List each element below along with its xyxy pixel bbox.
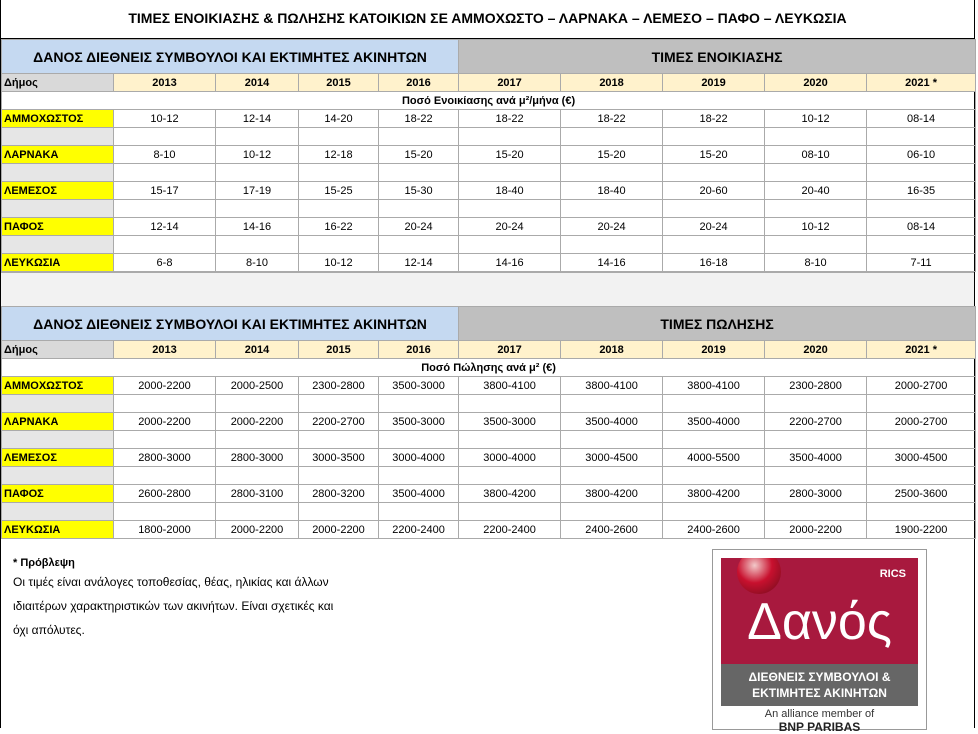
empty-cell[interactable] bbox=[867, 200, 976, 218]
unit-row bbox=[2, 359, 976, 377]
year-header: 2021 * bbox=[867, 74, 976, 92]
value-cell[interactable]: 14-16 bbox=[216, 218, 299, 236]
empty-cell[interactable] bbox=[459, 236, 561, 254]
value-cell[interactable]: 16-35 bbox=[867, 182, 976, 200]
value-cell[interactable]: 3500-3000 bbox=[379, 413, 459, 431]
empty-cell[interactable] bbox=[459, 503, 561, 521]
value-cell[interactable]: 18-22 bbox=[459, 110, 561, 128]
empty-cell[interactable] bbox=[379, 164, 459, 182]
value-cell[interactable]: 12-14 bbox=[114, 218, 216, 236]
empty-cell[interactable] bbox=[561, 431, 663, 449]
value-cell[interactable]: 4000-5500 bbox=[663, 449, 765, 467]
empty-cell[interactable] bbox=[765, 164, 867, 182]
spacer-row bbox=[2, 467, 976, 485]
empty-cell[interactable] bbox=[561, 503, 663, 521]
bnp-paribas-text: BNP PARIBAS bbox=[778, 720, 861, 734]
value-cell[interactable]: 2000-2500 bbox=[216, 377, 299, 395]
empty-cell[interactable] bbox=[765, 128, 867, 146]
year-header: 2017 bbox=[459, 74, 561, 92]
year-header: 2015 bbox=[299, 74, 379, 92]
spacer-row bbox=[2, 503, 976, 521]
value-cell[interactable]: 12-14 bbox=[379, 254, 459, 272]
value-cell[interactable]: 2000-2200 bbox=[114, 413, 216, 431]
value-cell[interactable]: 20-24 bbox=[663, 218, 765, 236]
empty-cell[interactable] bbox=[765, 503, 867, 521]
section-title: ΤΙΜΕΣ ΕΝΟΙΚΙΑΣΗΣ bbox=[459, 40, 976, 74]
year-header: 2013 bbox=[114, 341, 216, 359]
empty-cell[interactable] bbox=[299, 128, 379, 146]
empty-cell[interactable] bbox=[379, 236, 459, 254]
value-cell[interactable]: 2000-2700 bbox=[867, 377, 976, 395]
value-cell[interactable]: 2800-3000 bbox=[114, 449, 216, 467]
empty-cell[interactable] bbox=[114, 164, 216, 182]
value-cell[interactable]: 18-40 bbox=[459, 182, 561, 200]
empty-cell[interactable] bbox=[2, 236, 114, 254]
sale-table bbox=[1, 306, 976, 539]
empty-cell[interactable] bbox=[379, 467, 459, 485]
value-cell[interactable]: 7-11 bbox=[867, 254, 976, 272]
empty-cell[interactable] bbox=[299, 503, 379, 521]
year-header: 2014 bbox=[216, 341, 299, 359]
empty-cell[interactable] bbox=[663, 200, 765, 218]
value-cell[interactable]: 20-24 bbox=[379, 218, 459, 236]
value-cell[interactable]: 15-25 bbox=[299, 182, 379, 200]
empty-cell[interactable] bbox=[114, 236, 216, 254]
value-cell[interactable]: 2800-3000 bbox=[216, 449, 299, 467]
year-header: 2019 bbox=[663, 341, 765, 359]
section-title: ΤΙΜΕΣ ΠΩΛΗΣΗΣ bbox=[459, 307, 976, 341]
value-cell[interactable]: 18-22 bbox=[663, 110, 765, 128]
empty-cell[interactable] bbox=[561, 236, 663, 254]
rics-mark: RICS bbox=[879, 568, 906, 580]
year-header: 2016 bbox=[379, 74, 459, 92]
empty-cell[interactable] bbox=[459, 128, 561, 146]
empty-cell[interactable] bbox=[459, 467, 561, 485]
empty-cell[interactable] bbox=[2, 503, 114, 521]
value-cell[interactable]: 20-60 bbox=[663, 182, 765, 200]
table-row bbox=[2, 521, 976, 539]
empty-cell[interactable] bbox=[765, 467, 867, 485]
city-cell[interactable]: ΠΑΦΟΣ bbox=[2, 485, 114, 503]
table-row bbox=[2, 218, 976, 236]
empty-cell[interactable] bbox=[379, 431, 459, 449]
value-cell[interactable]: 08-10 bbox=[765, 146, 867, 164]
value-cell[interactable]: 15-20 bbox=[663, 146, 765, 164]
value-cell[interactable]: 10-12 bbox=[765, 110, 867, 128]
year-header: 2015 bbox=[299, 341, 379, 359]
empty-cell[interactable] bbox=[867, 503, 976, 521]
empty-cell[interactable] bbox=[867, 467, 976, 485]
value-cell[interactable]: 2000-2200 bbox=[299, 521, 379, 539]
empty-cell[interactable] bbox=[663, 395, 765, 413]
empty-cell[interactable] bbox=[2, 431, 114, 449]
value-cell[interactable]: 3500-4000 bbox=[379, 485, 459, 503]
empty-cell[interactable] bbox=[2, 395, 114, 413]
footnote bbox=[13, 556, 333, 642]
table-row bbox=[2, 413, 976, 431]
rent-table bbox=[1, 39, 976, 272]
dimos-header: Δήμος bbox=[2, 74, 114, 92]
value-cell[interactable]: 2800-3200 bbox=[299, 485, 379, 503]
value-cell[interactable]: 3800-4200 bbox=[663, 485, 765, 503]
value-cell[interactable]: 18-40 bbox=[561, 182, 663, 200]
empty-cell[interactable] bbox=[216, 431, 299, 449]
year-header: 2020 bbox=[765, 74, 867, 92]
empty-cell[interactable] bbox=[216, 164, 299, 182]
spacer-row bbox=[2, 128, 976, 146]
empty-cell[interactable] bbox=[867, 236, 976, 254]
value-cell[interactable]: 3500-4000 bbox=[561, 413, 663, 431]
city-cell[interactable]: ΑΜΜΟΧΩΣΤΟΣ bbox=[2, 377, 114, 395]
empty-cell[interactable] bbox=[379, 395, 459, 413]
empty-cell[interactable] bbox=[299, 236, 379, 254]
empty-cell[interactable] bbox=[765, 236, 867, 254]
empty-cell[interactable] bbox=[765, 395, 867, 413]
city-cell[interactable]: ΛΑΡΝΑΚΑ bbox=[2, 146, 114, 164]
value-cell[interactable]: 2800-3100 bbox=[216, 485, 299, 503]
empty-cell[interactable] bbox=[867, 128, 976, 146]
empty-cell[interactable] bbox=[2, 128, 114, 146]
city-cell[interactable]: ΑΜΜΟΧΩΣΤΟΣ bbox=[2, 110, 114, 128]
empty-cell[interactable] bbox=[459, 164, 561, 182]
section-header-row bbox=[2, 307, 976, 341]
year-header: 2017 bbox=[459, 341, 561, 359]
value-cell[interactable]: 10-12 bbox=[114, 110, 216, 128]
dimos-header: Δήμος bbox=[2, 341, 114, 359]
year-header: 2016 bbox=[379, 341, 459, 359]
value-cell[interactable]: 15-20 bbox=[459, 146, 561, 164]
value-cell[interactable]: 3500-4000 bbox=[765, 449, 867, 467]
empty-cell[interactable] bbox=[561, 467, 663, 485]
value-cell[interactable]: 1900-2200 bbox=[867, 521, 976, 539]
empty-cell[interactable] bbox=[663, 431, 765, 449]
value-cell[interactable]: 2000-2200 bbox=[765, 521, 867, 539]
value-cell[interactable]: 2000-2700 bbox=[867, 413, 976, 431]
city-cell[interactable]: ΛΕΜΕΣΟΣ bbox=[2, 182, 114, 200]
value-cell[interactable]: 15-30 bbox=[379, 182, 459, 200]
logo-red-panel bbox=[721, 558, 918, 664]
empty-cell[interactable] bbox=[299, 467, 379, 485]
empty-cell[interactable] bbox=[299, 431, 379, 449]
unit-label: Ποσό Πώλησης ανά μ² (€) bbox=[2, 359, 976, 377]
table-row bbox=[2, 110, 976, 128]
empty-cell[interactable] bbox=[561, 200, 663, 218]
value-cell[interactable]: 8-10 bbox=[114, 146, 216, 164]
city-cell[interactable]: ΠΑΦΟΣ bbox=[2, 218, 114, 236]
logo-subtitle bbox=[721, 664, 918, 706]
year-header: 2020 bbox=[765, 341, 867, 359]
sphere-icon bbox=[737, 558, 781, 594]
empty-cell[interactable] bbox=[216, 200, 299, 218]
spacer-row bbox=[2, 395, 976, 413]
unit-row bbox=[2, 92, 976, 110]
empty-cell[interactable] bbox=[114, 395, 216, 413]
value-cell[interactable]: 1800-2000 bbox=[114, 521, 216, 539]
year-header: 2021 * bbox=[867, 341, 976, 359]
value-cell[interactable]: 17-19 bbox=[216, 182, 299, 200]
value-cell[interactable]: 3000-3500 bbox=[299, 449, 379, 467]
page-title: ΤΙΜΕΣ ΕΝΟΙΚΙΑΣΗΣ & ΠΩΛΗΣΗΣ ΚΑΤΟΙΚΙΩΝ ΣΕ ΑΜΜΟΧΩΣΤΟ – ΛΑΡΝΑΚΑ – ΛΕΜΕΣΟ – ΠΑΦΟ – ΛΕΥΚΩΣΙΑ bbox=[128, 10, 847, 26]
empty-cell[interactable] bbox=[2, 200, 114, 218]
danos-logo bbox=[712, 549, 927, 734]
year-header: 2018 bbox=[561, 74, 663, 92]
value-cell[interactable]: 2000-2200 bbox=[114, 377, 216, 395]
empty-cell[interactable] bbox=[114, 503, 216, 521]
value-cell[interactable]: 3000-4500 bbox=[867, 449, 976, 467]
year-header: 2014 bbox=[216, 74, 299, 92]
spacer-row bbox=[2, 431, 976, 449]
value-cell[interactable]: 12-18 bbox=[299, 146, 379, 164]
empty-cell[interactable] bbox=[379, 200, 459, 218]
value-cell[interactable]: 06-10 bbox=[867, 146, 976, 164]
value-cell[interactable]: 08-14 bbox=[867, 218, 976, 236]
empty-cell[interactable] bbox=[663, 164, 765, 182]
table-row bbox=[2, 449, 976, 467]
value-cell[interactable]: 15-20 bbox=[379, 146, 459, 164]
value-cell[interactable]: 18-22 bbox=[379, 110, 459, 128]
value-cell[interactable]: 2300-2800 bbox=[765, 377, 867, 395]
empty-cell[interactable] bbox=[114, 128, 216, 146]
table-row bbox=[2, 254, 976, 272]
table-row bbox=[2, 377, 976, 395]
value-cell[interactable]: 3500-4000 bbox=[663, 413, 765, 431]
value-cell[interactable]: 3000-4000 bbox=[379, 449, 459, 467]
value-cell[interactable]: 2800-3000 bbox=[765, 485, 867, 503]
empty-cell[interactable] bbox=[459, 200, 561, 218]
empty-cell[interactable] bbox=[299, 395, 379, 413]
logo-subtitle-line: ΔΙΕΘΝΕΙΣ ΣΥΜΒΟΥΛΟΙ & bbox=[748, 670, 891, 684]
value-cell[interactable]: 14-16 bbox=[459, 254, 561, 272]
company-header: ΔΑΝΟΣ ΔΙΕΘΝΕΙΣ ΣΥΜΒΟΥΛΟΙ ΚΑΙ ΕΚΤΙΜΗΤΕΣ ΑΚΙΝΗΤΩΝ bbox=[2, 40, 459, 74]
year-header: 2019 bbox=[663, 74, 765, 92]
value-cell[interactable]: 2000-2200 bbox=[216, 521, 299, 539]
empty-cell[interactable] bbox=[299, 200, 379, 218]
empty-cell[interactable] bbox=[561, 164, 663, 182]
company-header: ΔΑΝΟΣ ΔΙΕΘΝΕΙΣ ΣΥΜΒΟΥΛΟΙ ΚΑΙ ΕΚΤΙΜΗΤΕΣ ΑΚΙΝΗΤΩΝ bbox=[2, 307, 459, 341]
city-cell[interactable]: ΛΑΡΝΑΚΑ bbox=[2, 413, 114, 431]
empty-cell[interactable] bbox=[867, 431, 976, 449]
empty-cell[interactable] bbox=[867, 395, 976, 413]
value-cell[interactable]: 3800-4100 bbox=[663, 377, 765, 395]
footnote-title: * Πρόβλεψη bbox=[13, 557, 75, 569]
city-cell[interactable]: ΛΕΥΚΩΣΙΑ bbox=[2, 254, 114, 272]
value-cell[interactable]: 16-22 bbox=[299, 218, 379, 236]
value-cell[interactable]: 12-14 bbox=[216, 110, 299, 128]
table-row bbox=[2, 182, 976, 200]
value-cell[interactable]: 15-17 bbox=[114, 182, 216, 200]
value-cell[interactable]: 2200-2700 bbox=[765, 413, 867, 431]
spacer-row bbox=[2, 236, 976, 254]
value-cell[interactable]: 2200-2400 bbox=[459, 521, 561, 539]
empty-cell[interactable] bbox=[2, 164, 114, 182]
empty-cell[interactable] bbox=[459, 431, 561, 449]
empty-cell[interactable] bbox=[114, 200, 216, 218]
empty-cell[interactable] bbox=[561, 128, 663, 146]
value-cell[interactable]: 2300-2800 bbox=[299, 377, 379, 395]
empty-cell[interactable] bbox=[561, 395, 663, 413]
year-header: 2013 bbox=[114, 74, 216, 92]
year-header-row bbox=[2, 341, 976, 359]
spacer-row bbox=[2, 164, 976, 182]
city-cell[interactable]: ΛΕΜΕΣΟΣ bbox=[2, 449, 114, 467]
section-gap bbox=[1, 272, 974, 309]
value-cell[interactable]: 8-10 bbox=[216, 254, 299, 272]
empty-cell[interactable] bbox=[765, 431, 867, 449]
empty-cell[interactable] bbox=[867, 164, 976, 182]
empty-cell[interactable] bbox=[299, 164, 379, 182]
value-cell[interactable]: 10-12 bbox=[299, 254, 379, 272]
value-cell[interactable]: 2200-2700 bbox=[299, 413, 379, 431]
logo-subtitle-line: ΕΚΤΙΜΗΤΕΣ ΑΚΙΝΗΤΩΝ bbox=[752, 686, 887, 700]
value-cell[interactable]: 3800-4100 bbox=[561, 377, 663, 395]
value-cell[interactable]: 10-12 bbox=[216, 146, 299, 164]
empty-cell[interactable] bbox=[216, 395, 299, 413]
value-cell[interactable]: 16-18 bbox=[663, 254, 765, 272]
alliance-text: An alliance member of bbox=[764, 708, 875, 720]
table-row bbox=[2, 485, 976, 503]
value-cell[interactable]: 3000-4000 bbox=[459, 449, 561, 467]
logo-brand-text: Δανός bbox=[747, 593, 892, 651]
empty-cell[interactable] bbox=[114, 467, 216, 485]
empty-cell[interactable] bbox=[663, 128, 765, 146]
value-cell[interactable]: 3500-3000 bbox=[459, 413, 561, 431]
value-cell[interactable]: 2200-2400 bbox=[379, 521, 459, 539]
empty-cell[interactable] bbox=[459, 395, 561, 413]
city-cell[interactable]: ΛΕΥΚΩΣΙΑ bbox=[2, 521, 114, 539]
footnote-line: ιδιαιτέρων χαρακτηριστικών των ακινήτων. Είναι σχετικές και bbox=[13, 599, 334, 613]
value-cell[interactable]: 14-20 bbox=[299, 110, 379, 128]
value-cell[interactable]: 8-10 bbox=[765, 254, 867, 272]
value-cell[interactable]: 20-24 bbox=[459, 218, 561, 236]
value-cell[interactable]: 18-22 bbox=[561, 110, 663, 128]
value-cell[interactable]: 3000-4500 bbox=[561, 449, 663, 467]
value-cell[interactable]: 3500-3000 bbox=[379, 377, 459, 395]
footnote-line: Οι τιμές είναι ανάλογες τοποθεσίας, θέας, ηλικίας και άλλων bbox=[13, 575, 329, 589]
empty-cell[interactable] bbox=[216, 128, 299, 146]
empty-cell[interactable] bbox=[663, 467, 765, 485]
value-cell[interactable]: 2400-2600 bbox=[663, 521, 765, 539]
value-cell[interactable]: 20-40 bbox=[765, 182, 867, 200]
empty-cell[interactable] bbox=[216, 467, 299, 485]
value-cell[interactable]: 3800-4100 bbox=[459, 377, 561, 395]
value-cell[interactable]: 3800-4200 bbox=[459, 485, 561, 503]
empty-cell[interactable] bbox=[765, 200, 867, 218]
value-cell[interactable]: 14-16 bbox=[561, 254, 663, 272]
unit-label: Ποσό Ενοικίασης ανά μ²/μήνα (€) bbox=[2, 92, 976, 110]
value-cell[interactable]: 2600-2800 bbox=[114, 485, 216, 503]
year-header: 2018 bbox=[561, 341, 663, 359]
value-cell[interactable]: 3800-4200 bbox=[561, 485, 663, 503]
empty-cell[interactable] bbox=[216, 503, 299, 521]
value-cell[interactable]: 6-8 bbox=[114, 254, 216, 272]
table-row bbox=[2, 146, 976, 164]
empty-cell[interactable] bbox=[663, 236, 765, 254]
empty-cell[interactable] bbox=[379, 128, 459, 146]
value-cell[interactable]: 08-14 bbox=[867, 110, 976, 128]
spacer-row bbox=[2, 200, 976, 218]
empty-cell[interactable] bbox=[2, 467, 114, 485]
value-cell[interactable]: 15-20 bbox=[561, 146, 663, 164]
empty-cell[interactable] bbox=[663, 503, 765, 521]
value-cell[interactable]: 20-24 bbox=[561, 218, 663, 236]
footnote-line: όχι απόλυτες. bbox=[13, 623, 85, 637]
empty-cell[interactable] bbox=[216, 236, 299, 254]
empty-cell[interactable] bbox=[379, 503, 459, 521]
section-header-row bbox=[2, 40, 976, 74]
value-cell[interactable]: 2400-2600 bbox=[561, 521, 663, 539]
empty-cell[interactable] bbox=[114, 431, 216, 449]
value-cell[interactable]: 2500-3600 bbox=[867, 485, 976, 503]
year-header-row bbox=[2, 74, 976, 92]
value-cell[interactable]: 2000-2200 bbox=[216, 413, 299, 431]
value-cell[interactable]: 10-12 bbox=[765, 218, 867, 236]
